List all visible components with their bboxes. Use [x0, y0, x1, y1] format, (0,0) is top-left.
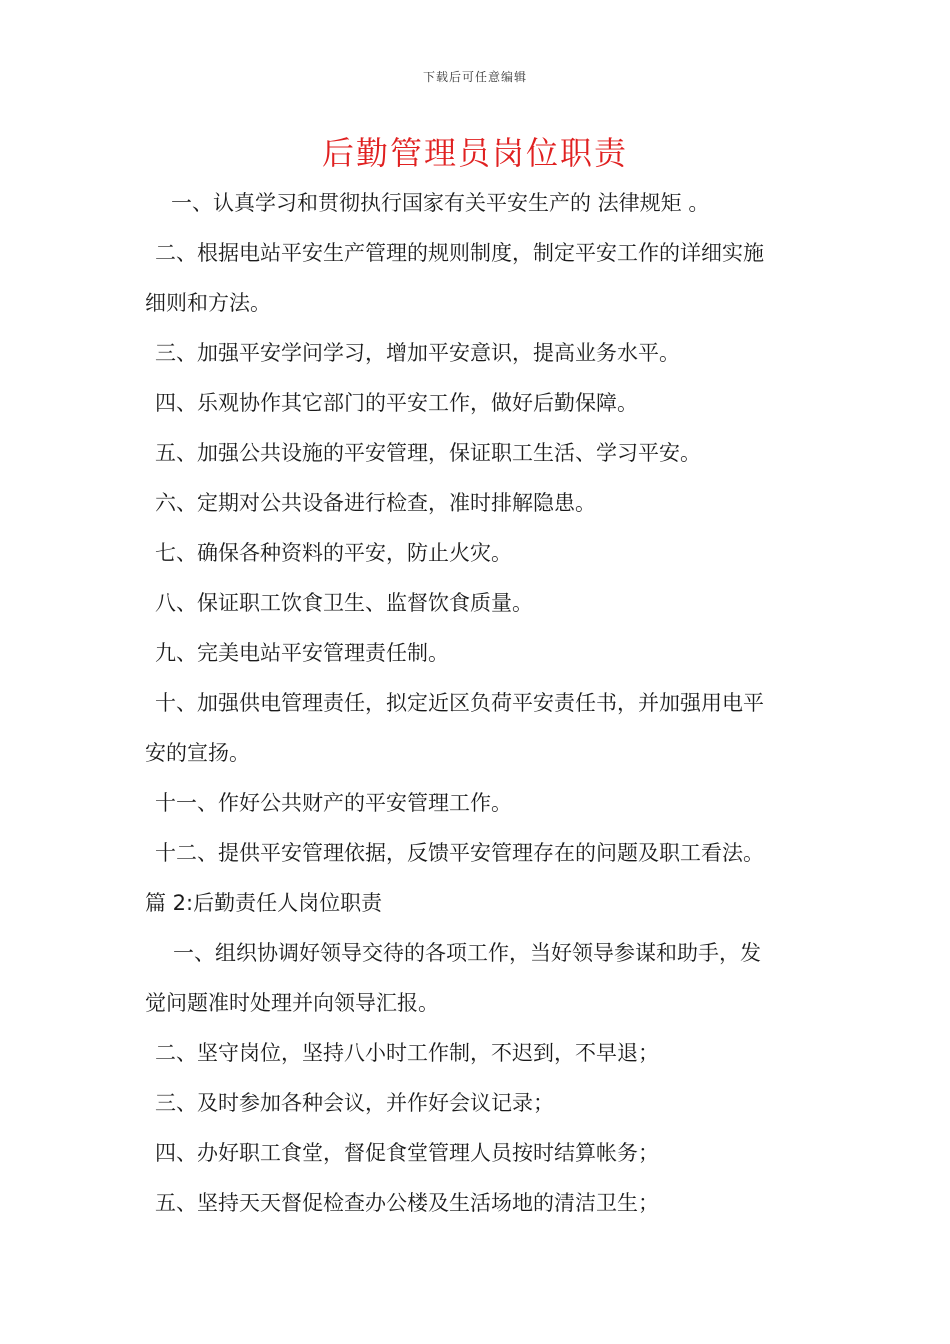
duty-item-1: 一、认真学习和贯彻执行国家有关平安生产的 法律规矩 。: [171, 191, 710, 215]
document-title: 后勤管理员岗位职责: [321, 134, 628, 172]
document-body: [145, 178, 820, 1228]
duty-item-10: 十、加强供电管理责任，拟定近区负荷平安责任书，并加强用电平: [155, 691, 764, 715]
duty-item-2: 二、根据电站平安生产管理的规则制度，制定平安工作的详细实施: [155, 241, 764, 265]
duty2-item-4: 四、办好职工食堂，督促食堂管理人员按时结算帐务；: [155, 1141, 659, 1165]
duty-item-11: 十一、作好公共财产的平安管理工作。: [155, 791, 512, 815]
duty2-item-3: 三、及时参加各种会议，并作好会议记录；: [155, 1091, 554, 1115]
duty2-item-1-cont: 觉问题准时处理并向领导汇报。: [145, 991, 439, 1015]
duty-item-9: 九、完美电站平安管理责任制。: [155, 641, 449, 665]
duty-item-6: 六、定期对公共设备进行检查，准时排解隐患。: [155, 491, 596, 515]
duty-item-5: 五、加强公共设施的平安管理，保证职工生活、学习平安。: [155, 441, 701, 465]
duty2-item-2: 二、坚守岗位，坚持八小时工作制，不迟到，不早退；: [155, 1041, 659, 1065]
header-note: 下载后可任意编辑: [422, 70, 527, 84]
duty2-item-5: 五、坚持天天督促检查办公楼及生活场地的清洁卫生；: [155, 1191, 659, 1215]
duty-item-8: 八、保证职工饮食卫生、监督饮食质量。: [155, 591, 533, 615]
duty-item-7: 七、确保各种资料的平安，防止火灾。: [155, 541, 512, 565]
section-heading: 篇 2:后勤责任人岗位职责: [145, 891, 383, 915]
duty-item-3: 三、加强平安学问学习，增加平安意识，提高业务水平。: [155, 341, 680, 365]
duty2-item-1: 一、组织协调好领导交待的各项工作，当好领导参谋和助手，发: [173, 941, 761, 965]
duty-item-10-cont: 安的宣扬。: [145, 741, 250, 765]
duty-item-12: 十二、提供平安管理依据，反馈平安管理存在的问题及职工看法。: [155, 841, 764, 865]
duty-item-2-cont: 细则和方法。: [145, 291, 271, 315]
duty-item-4: 四、乐观协作其它部门的平安工作，做好后勤保障。: [155, 391, 638, 415]
